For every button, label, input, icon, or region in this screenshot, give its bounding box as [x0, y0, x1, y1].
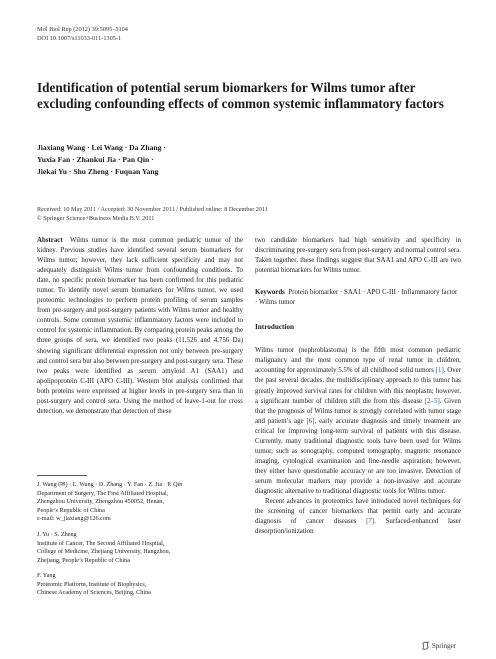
- affiliation-line: F. Yang: [37, 572, 56, 579]
- keywords-label: Keywords: [255, 289, 285, 297]
- abstract-label: Abstract: [37, 237, 63, 244]
- publisher-name: Springer: [431, 641, 456, 650]
- introduction-heading: Introduction: [255, 323, 295, 332]
- right-column: [255, 236, 461, 537]
- received-accepted-dates: Received: 10 May 2011 / Accepted: 30 November 2011 / Published online: 8 December 2011: [37, 206, 268, 213]
- left-column: [37, 236, 243, 417]
- affiliation-email[interactable]: e-mail: w_jiaxiang@126.com: [37, 515, 111, 523]
- affiliation-line: Department of Surgery, The First Affiliated Hospital,: [37, 489, 169, 497]
- footnote-divider: [37, 475, 87, 476]
- author-line: Yuxia Fan · Zhankui Jia · Pan Qin ·: [37, 155, 154, 164]
- keywords-text: Protein biomarker · SAA1 · APO C-III · Inflammatory factor · Wilms tumor: [255, 289, 458, 307]
- author-list: [37, 142, 166, 178]
- affiliation-line: J. Wang (✉) · L. Wang · D. Zhang · Y. Fan · Z. Jia · P. Qin: [37, 481, 183, 488]
- affiliation-block: [37, 481, 243, 524]
- abstract-text: Wilms tumor is the most common pediatric tumor of the kidney. Previous studies have identified several serum biomarkers for Wilms tumor; however, they lack sufficient specificity and may not adequately distinguish Wilms tumor from confounding conditions. To date, no specific protein biomarker has been confirmed for this pediatric tumor. To identify novel serum biomarkers for Wilms tumor, we used proteomic technologies to perform protein profiling of serum samples from pre-surgery and post-surgery patients with Wilms tumor and healthy controls. Some common systemic inflammatory factors were included to control for systemic inflammation. By comparing protein peaks among the three groups of sera, we identified two peaks (11,526 and 4,756 Da) showing significant differential expression not only between pre-surgery and control sera but also between pre-surgery and post-surgery sera. These two peaks were identified as serum amyloid A1 (SAA1) and apolipoprotein C-III (APO C-III). Western blot analysis confirmed that both proteins were expressed at higher levels in pre-surgery sera than in post-surgery and control sera. Using the method of leave-1-out for cross detection, we demonstrate that detection of these: [37, 237, 243, 415]
- affiliation-block: [37, 572, 243, 598]
- affiliation-line: J. Yu · S. Zheng: [37, 531, 77, 538]
- affiliation-line: Proteomic Platform, Institute of Biophysics,: [37, 580, 147, 588]
- springer-horse-icon: [421, 641, 430, 650]
- affiliation-line: Zhengzhou University, Zhengzhou 450052, Henan,: [37, 498, 164, 506]
- publication-dates: [37, 205, 268, 223]
- introduction-paragraph: Recent advances in proteomics have introduced novel techniques for the screening of cancer biomarkers that permit early and accurate diagnosis of cancer diseases [7]. Surfaced-enhanced laser desorption/ionization: [255, 498, 461, 536]
- introduction-paragraph: Wilms tumor (nephroblastoma) is the fifth most common pediatric malignancy and the most common type of renal tumor in children, accounting for approximately 5.5% of all childhood solid tumors [1]. Over the past several decades, the multidisciplinary approach to this tumor has greatly improved survival rates for children with this neoplasm; however, a significant number of children still die from this disease [2–5]. Given that the prognosis of Wilms tumor is strongly correlated with tumor stage and patient’s age [6], early accurate diagnosis and timely treatment are critical for improving long-term survival of patients with this disease. Currently, many traditional diagnostic tools have been used for Wilms tumor, such as sonography, computed tomography, magnetic resonance imaging, cytological examination and fine-needle aspiration; however, they either have questionable accuracy or are too invasive. Detection of serum molecular markers may provide a non-invasive and accurate diagnostic alternative to traditional diagnostic tools for Wilms tumor.: [255, 347, 461, 495]
- author-line: Jiekai Yu · Shu Zheng · Fuquan Yang: [37, 167, 159, 176]
- affiliation-line: Institute of Cancer, The Second Affiliated Hospital,: [37, 539, 165, 547]
- affiliation-line: College of Medicine, Zhejiang University, Hangzhou,: [37, 548, 171, 556]
- abstract-continued: two candidate biomarkers had high sensitivity and specificity in discriminating pre-surgery sera from post-surgery and normal control sera. Taken together, these findings suggest that SAA1 and APO C-III are two potential biomarkers for Wilms tumor.: [255, 237, 461, 275]
- affiliation-block: [37, 531, 243, 565]
- citation-link[interactable]: [1]: [435, 367, 444, 375]
- citation-link[interactable]: [7]: [366, 518, 375, 526]
- keywords: [255, 288, 461, 308]
- citation-link[interactable]: [2–5]: [424, 397, 440, 405]
- citation-link[interactable]: [6]: [306, 417, 315, 425]
- journal-citation: Mol Biol Rep (2012) 39:5095–5104: [37, 26, 128, 33]
- affiliation-line: Chinese Academy of Sciences, Beijing, China: [37, 589, 151, 597]
- copyright-line: © Springer Science+Business Media B.V. 2011: [37, 215, 155, 222]
- publisher-logo: [421, 641, 456, 650]
- journal-header: [37, 26, 128, 43]
- affiliation-line: Zhejiang, People’s Republic of China: [37, 556, 130, 564]
- journal-doi: DOI 10.1007/s11033-011-1305-1: [37, 34, 122, 42]
- paper-title: Identification of potential serum biomarkers for Wilms tumor after excluding confounding effects of common systemic inflammatory factors: [37, 80, 444, 111]
- abstract: [37, 236, 243, 417]
- author-line: Jiaxiang Wang · Lei Wang · Da Zhang ·: [37, 143, 166, 152]
- affiliation-line: People’s Republic of China: [37, 506, 105, 514]
